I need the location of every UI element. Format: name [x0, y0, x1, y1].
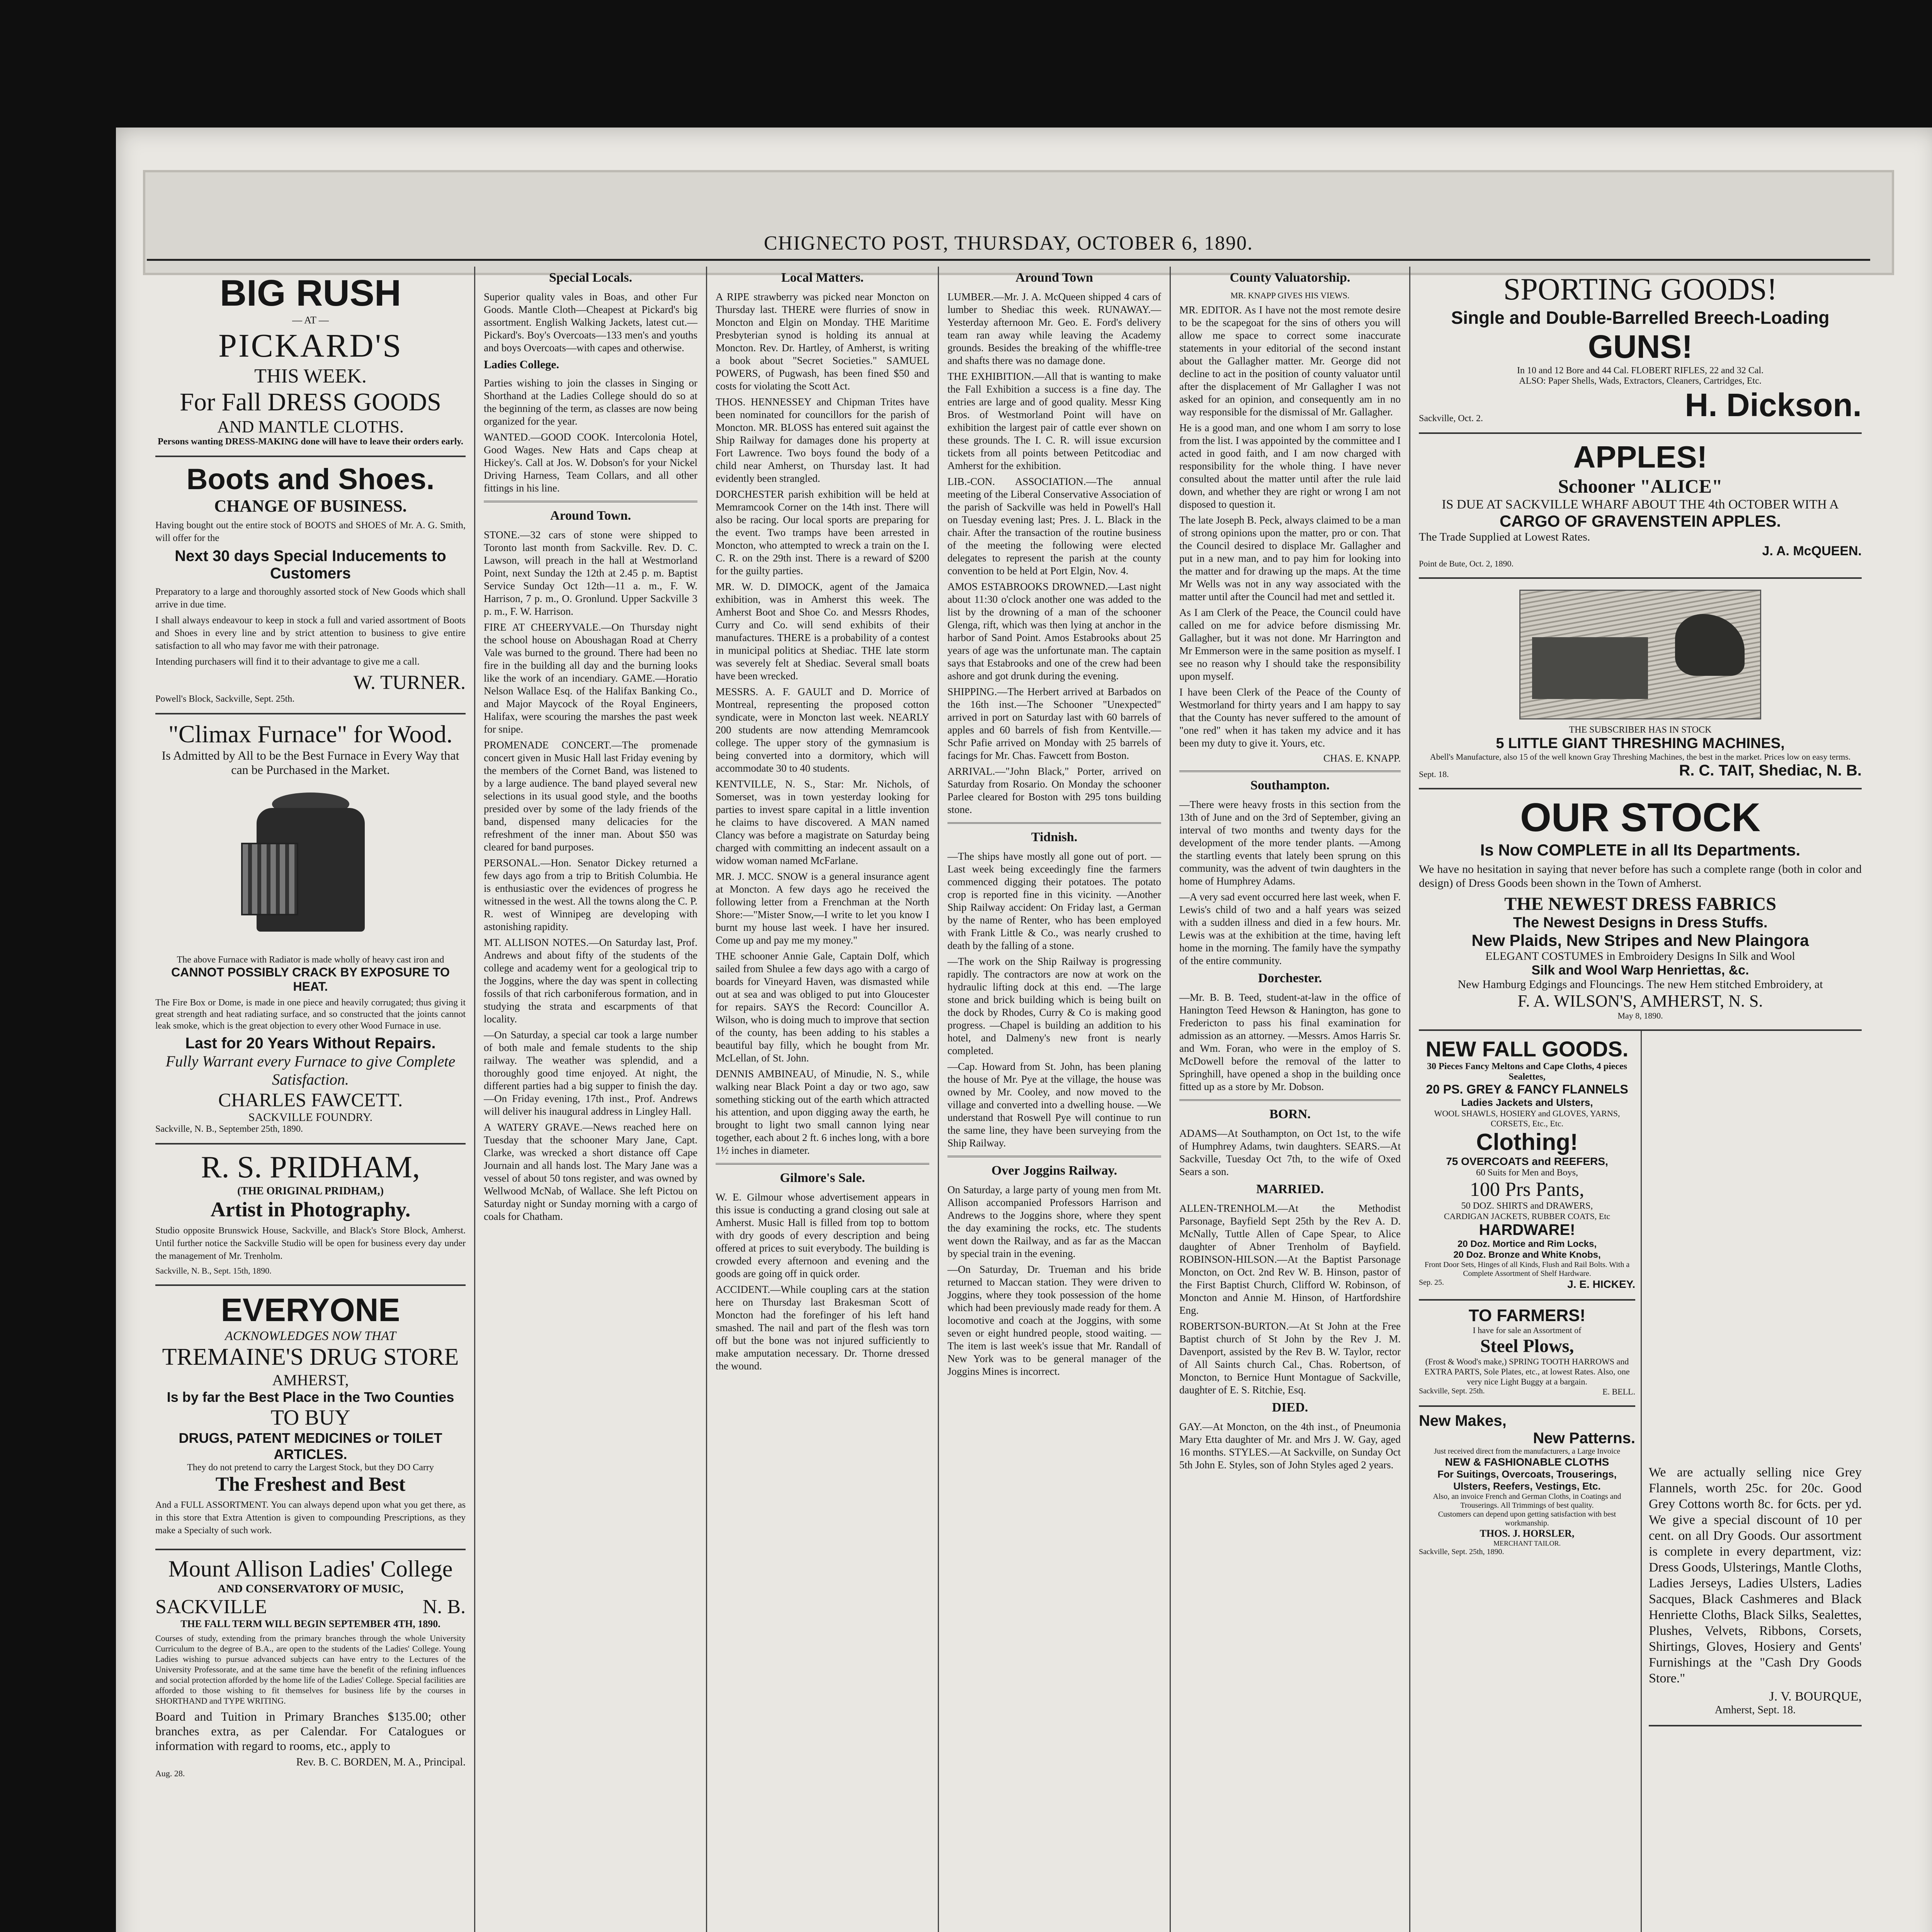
apples-ship: Schooner "ALICE" [1558, 475, 1723, 497]
town2-text4: AMOS ESTABROOKS DROWNED.—Last night about 11:30 o'clock another one was added to the list by the drowning of a man of the schooner Glenga, rift, which was then lying at anchor in the harbor of Sand Point. Amos Estabrooks about 25 years of age was the unfortunate man. The captain says that Estabrooks and one of the crew had been ashore and got drunk during the evening. [947, 581, 1161, 682]
threshing-machine-illustration [1519, 590, 1761, 719]
wilson-sign: F. A. WILSON'S, AMHERST, N. S. [1517, 992, 1763, 1010]
pickard-ad [155, 267, 466, 457]
tremaine-claim: Is by far the Best Place in the Two Counties [167, 1389, 454, 1405]
local-text5: MESSRS. A. F. GAULT and D. Morrice of Montreal, representing the proposed cotton syndicate, were in Moncton last week. NEARLY 200 students are now attending Memramcook college. The upper story of the gymnasium is being converted into a dormitory, which will accommodate 30 to 40 students. [716, 686, 929, 774]
horsler-trade: MERCHANT TAILOR. [1493, 1539, 1561, 1547]
hickey-clothing: Clothing! [1476, 1129, 1578, 1155]
ladies-college-heading: Ladies College. [484, 358, 559, 371]
born-text: ADAMS—At Southampton, on Oct 1st, to the wife of Humphrey Adams, twin daughters. SEARS.—At Sackville, Tuesday Oct 7th, to the wife of Oxed Sears a son. [1179, 1128, 1401, 1177]
valuatorship-sub: MR. KNAPP GIVES HIS VIEWS. [1230, 291, 1350, 300]
pickard-when: THIS WEEK. [254, 365, 367, 387]
tait-sign: R. C. TAIT, Shediac, N. B. [1679, 762, 1862, 779]
tremaine-town: AMHERST, [272, 1371, 349, 1389]
locals-text2: Parties wishing to join the classes in Singing or Shorthand at the Ladies College should do so at the beginning of the term, as classes are now being organized for the year. [484, 377, 697, 427]
bourque-ad [1649, 1456, 1862, 1726]
local-text4: MR. W. D. DIMOCK, agent of the Jamaica exhibition, was in Amherst this week. The Amherst Boot and Shoe Co. and Messrs Rhodes, Curry and Co. will send exhibits of their manufactures. THERE is a probability of a contest in municipal politics at Shediac. THE late storm was severely felt at Shediac. Several small boats have been wrecked. [716, 581, 929, 682]
town2-text3: LIB.-CON. ASSOCIATION.—The annual meeting of the Liberal Conservative Association of the parish of Sackville was held in Powell's Hall on Tuesday evening last; Pres. J. L. Black in the chair. After the transaction of the routine business of the meeting the following were elected delegates to represent the parish at the county convention to be held at Port Elgin, Nov. 4. [947, 476, 1161, 577]
town-text5: FIRE AT CHEERYVALE.—On Thursday night the school house on Aboushagan Road at Cherry Vale was burned to the ground. There had been no fire in the building all day and the burning looks like the work of an incendiary. GAME.—Horatio Nelson Wallace Esq. of the Halifax Banking Co., and Major Maycock of the Royal Engineers, Halifax, were scouring the marshes the past week for snipe. [484, 621, 697, 735]
turner-place: Powell's Block, Sackville, Sept. 25th. [155, 694, 295, 704]
south-text7: —A very sad event occurred here last week, when F. Lewis's child of two and a half years was seized with a sudden illness and died in a few hours. Mr. Lewis was at the exhibition at the time, having left home in the morning. The family have the sympathy of the entire community. [1179, 891, 1401, 966]
lower-right-ads [1642, 1031, 1862, 1932]
accident-text: ACCIDENT.—While coupling cars at the station here on Thursday last Brakesman Scott of Moncton had the forefinger of his left hand smashed. The nail and part of the flesh was torn off but the bone was not injured sufficiently to make amputation necessary. Dr. Thorne dressed the wound. [716, 1284, 929, 1372]
hickey-l3: Ladies Jackets and Ulsters, [1461, 1097, 1593, 1108]
joggins-text11: —On Saturday, Dr. Trueman and his bride returned to Maccan station. They were driven to Joggins, where they took possession of the home which had been previously made ready for them. A locomotive and coach at the Joggins, with some seven or eight hundred people, stood waiting. —The item is last week's issue that Mr. Randall of New York was to be general manager of the Joggins Mines is incorrect. [947, 1264, 1161, 1377]
hickey-pants: 100 Prs Pants, [1469, 1179, 1585, 1201]
allison-ad [155, 1550, 466, 1787]
town-text10: A WATERY GRAVE.—News reached here on Tuesday that the schooner Mary Jane, Capt. Clarke, was wrecked a short distance off Cape Journain and all hands lost. The Mary Jane was a vessel of about 50 tons register, and was owned by Wellwood McNab, of Wallace. She left Pictou on Saturday night or Sunday morning with a cargo of coals for Chatham. [484, 1121, 697, 1222]
apples-headline: APPLES! [1573, 440, 1708, 474]
tremaine-store: TREMAINE'S DRUG STORE [162, 1344, 459, 1370]
local-text7: MR. J. MCC. SNOW is a general insurance agent at Moncton. A few days ago he received the following letter from a Frenchman at the North Shore:—"Mister Snow,—I write to let you know I burnt my house last week. I have her insured. Come up and pay me my money." [716, 871, 929, 946]
bell-ad [1419, 1301, 1635, 1407]
rule [1179, 770, 1401, 772]
rule [716, 1163, 929, 1165]
fawcett-foundry: SACKVILLE FOUNDRY. [248, 1111, 373, 1124]
around-town-heading-2: Around Town [1015, 270, 1093, 285]
hickey-sign: J. E. HICKEY. [1567, 1278, 1635, 1290]
knapp-text2: He is a good man, and one whom I am sorry to lose from the list. I was appointed by the committee and I acted in good faith, and I am now charged with responsibility for the whole thing. I have never consulted about the matter until after the rule laid down, and whether they are right or wrong I am not disposed to question it. [1179, 422, 1401, 510]
fawcett-caption: The above Furnace with Radiator is made wholly of heavy cast iron and [177, 955, 444, 965]
tait-ad [1419, 579, 1862, 789]
blank-space [1649, 1031, 1862, 1456]
tait-machines: 5 LITTLE GIANT THRESHING MACHINES, [1496, 735, 1785, 752]
born-heading: BORN. [1269, 1107, 1311, 1121]
horsler-l2: NEW & FASHIONABLE CLOTHS [1445, 1456, 1609, 1468]
southampton-heading: Southampton. [1250, 778, 1330, 793]
pickard-store: PICKARD'S [218, 327, 403, 364]
hickey-l9: 20 Doz. Mortice and Rim Locks, [1457, 1239, 1597, 1249]
local-text3: DORCHESTER parish exhibition will be held at Memramcook Corner on the 14th inst. There will also be racing. Our local sports are preparing for the event. Two tramps have been arrested in Moncton, who attempted to wreck a train on the I. C. R. on the 29th inst. There is a reward of $200 for the guilty parties. [716, 488, 929, 577]
dickson-place: Sackville, Oct. 2. [1419, 413, 1483, 423]
bourque-text: We are actually selling nice Grey Flannels, worth 25c. for 20c. Good Grey Cottons worth 8c. for 6cts. per yd. We give a special discount of 10 per cent. on all Dry Goods. Our assortment is complete in every department, viz: Dress Goods, Ulsterings, Mantle Cloths, Ladies Jerseys, Ladies Ulsters, Ladies Sacques, Black Cashmeres and Black Henriette Cloths, Black Silks, Sealettes, Plushes, Velvets, Ribbons, Corsets, Shirtings, Gloves, Hosiery and Gents' Furnishings at the "Cash Dry Goods Store." [1649, 1465, 1862, 1685]
apples-place: Point de Bute, Oct. 2, 1890. [1419, 559, 1514, 568]
local-text8: THE schooner Annie Gale, Captain Dolf, which sailed from Shulee a few days ago with a cargo of boards for Vineyard Haven, was dismasted while out at sea and was obliged to put into Gloucester for repairs. SAYS the Record: Councillor A. Wilson, who is doing much to improve that section of the county, has been adding to his stables a beautiful bay filly, which he bought from Mr. McLellan, of St. John. [716, 950, 929, 1064]
turner-sign: W. TURNER. [353, 672, 466, 694]
hickey-l7: 50 DOZ. SHIRTS and DRAWERS, [1461, 1201, 1593, 1211]
pickard-headline: BIG RUSH [219, 272, 401, 314]
bourque-sign: J. V. BOURQUE, [1769, 1689, 1862, 1704]
horsler-headline: New Makes, [1419, 1412, 1507, 1429]
hickey-l11: Front Door Sets, Hinges of all Kinds, Flush and Rail Bolts. With a Complete Assortment of Shelf Hardware. [1424, 1260, 1630, 1278]
hickey-l5: 75 OVERCOATS and REEFERS, [1446, 1155, 1608, 1167]
joggins-heading: Over Joggins Railway. [991, 1163, 1117, 1178]
bell-sign: E. BELL. [1602, 1387, 1635, 1396]
horsler-l5: Customers can depend upon getting satisfaction with best workmanship. [1438, 1510, 1616, 1527]
allison-headline: Mount Allison Ladies' College [168, 1556, 453, 1582]
tait-stock: THE SUBSCRIBER HAS IN STOCK [1569, 725, 1712, 735]
pickard-line1: For Fall DRESS GOODS [180, 388, 441, 416]
town2-text6: ARRIVAL.—"John Black," Porter, arrived on Saturday from Rosario. On Monday the schooner Parlee cleared for Boston with 295 tons building stone. [947, 765, 1161, 815]
wilson-text: We have no hesitation in saying that never before has such a complete range (both in color and design) of Dress Goods been shown in the Town of Amherst. [1419, 863, 1862, 889]
rule [947, 822, 1161, 824]
turner-text4: Intending purchasers will find it to their advantage to give me a call. [155, 656, 420, 667]
dickson-footer [1419, 386, 1862, 424]
knapp-text1: MR. EDITOR. As I have not the most remote desire to be the scapegoat for the sins of others you will allow me space to correct some inaccurate statements in your editorial of the second instant about the Gallagher matter. Mr. George did not decline to act in the position of county valuator until after the displacement of Mr Gallagher I was not asked for an opinion, and consequently am in no way responsible for the dismissal of Mr. Gallagher. [1179, 304, 1401, 418]
tremaine-best: The Freshest and Best [215, 1473, 406, 1495]
town2-text2: THE EXHIBITION.—All that is wanting to make the Fall Exhibition a success is a fine day. The entries are large and of good quality. Messr King Bros. of Westmorland Point will have on exhibition the largest pair of cattle ever shown on these grounds. The I. C. R. will issue excursion tickets from all points between Petitcodiac and Amherst for the exhibition. [947, 371, 1161, 471]
horsler-sign: THOS. J. HORSLER, [1480, 1528, 1575, 1539]
around-town-heading: Around Town. [550, 509, 631, 523]
hickey-l8: CARDIGAN JACKETS, RUBBER COATS, Etc [1444, 1211, 1611, 1221]
wilson-complete: Is Now COMPLETE in all Its Departments. [1480, 841, 1801, 859]
town-text9: —On Saturday, a special car took a large number of both male and female students to the ship railway. The weather was splendid, and a thoroughly good time enjoyed. At night, the different parties had a big supper to finish the day. —On Friday evening, 17th inst., Prof. Andrews will deliver his inaugural address in Lingley Hall. [484, 1029, 697, 1117]
fawcett-years: Last for 20 Years Without Repairs. [185, 1035, 436, 1052]
fawcett-claim: CANNOT POSSIBLY CRACK BY EXPOSURE TO HEAT. [171, 965, 450, 993]
allison-board: Board and Tuition in Primary Branches $135.00; other branches extra, as per Calendar. For Catalogues or information with regard to rooms, etc., apply to [155, 1709, 466, 1753]
allison-term: THE FALL TERM WILL BEGIN SEPTEMBER 4TH, 1890. [180, 1618, 440, 1629]
hickey-hardware: HARDWARE! [1479, 1221, 1575, 1238]
joggins-text10: On Saturday, a large party of young men from Mt. Allison accompanied Professors Harrison and Andrews to the Joggins shore, where they spent the day examining the rocks, etc. The students went down the Railway, and as far as the Maccan by special train in the evening. [947, 1184, 1161, 1259]
pickard-note: Persons wanting DRESS-MAKING done will have to leave their orders early. [158, 437, 463, 447]
town-text8: MT. ALLISON NOTES.—On Saturday last, Prof. Andrews and about fifty of the students of the college and academy went for a geological trip to the Joggins, where the day was spent in collecting fossils of that rich carboniferous formation, and in studying the strata and escarpments of that locality. [484, 937, 697, 1025]
town-text6: PROMENADE CONCERT.—The promenade concert given in Music Hall last Friday evening by the members of the Cornet Band, was listened to by a large audience. The band played several new selections in its usual good style, and the booths presided over by some of the lady friends of the band, dispensed many delicacies for the refreshment of the inner man. About $50 was cleared for band purposes. [484, 739, 697, 853]
pickard-line2: AND MANTLE CLOTHS. [217, 417, 404, 436]
tremaine-ad [155, 1286, 466, 1550]
tidnish-heading: Tidnish. [1031, 830, 1078, 844]
wilson-plaids: New Plaids, New Stripes and New Plaingora [1471, 931, 1809, 949]
dickson-headline: SPORTING GOODS! [1503, 272, 1777, 306]
knapp-sign: CHAS. E. KNAPP. [1323, 753, 1401, 764]
bell-footer [1419, 1387, 1635, 1397]
married-heading: MARRIED. [1256, 1182, 1324, 1196]
gilmore-text: W. E. Gilmour whose advertisement appears in this issue is conducting a grand closing out sale at Amherst. Music Hall is filled from top to bottom with dry goods of every description and being offered at prices to suit everybody. The building is crowded every afternoon and evening and the goods are going off in quick order. [716, 1191, 929, 1279]
town-text4: STONE.—32 cars of stone were shipped to Toronto last month from Sackville. Rev. D. C. Lawson, will preach in the hall at Westmorland Point, next Sunday the 12th at 2.45 p. m. Baptist Service Sunday Oct 12th—11 a. m., F. W. Harrison, 7 p. m., O. Gronlund. Upper Sackville 3 p. m., F. W. Harrison. [484, 529, 697, 617]
hickey-l1: 30 Pieces Fancy Meltons and Cape Cloths, 4 pieces Sealettes, [1427, 1061, 1627, 1082]
rule [1179, 1099, 1401, 1101]
horsler-l4: Also, an invoice French and German Cloths, in Coatings and Trouserings. All Trimmings of best quality. [1433, 1492, 1621, 1510]
column-1 [147, 267, 475, 1932]
apples-cargo: CARGO OF GRAVENSTEIN APPLES. [1499, 512, 1781, 530]
hickey-headline: NEW FALL GOODS. [1425, 1037, 1629, 1061]
pridham-ad [155, 1145, 466, 1286]
turner-headline: Boots and Shoes. [186, 463, 435, 496]
turner-text1: Having bought out the entire stock of BOOTS and SHOES of Mr. A. G. Smith, will offer for the [155, 520, 466, 543]
blank-space-2 [1649, 1726, 1862, 1932]
pickard-at: — AT — [292, 315, 329, 326]
turner-text3: I shall always endeavour to keep in stock a full and varied assortment of Boots and Shoes in every line and by strict attention to business to give entire satisfaction to all who may favor me with their patronage. [155, 615, 466, 651]
town2-text5: SHIPPING.—The Herbert arrived at Barbados on the 16th inst.—The Schooner "Unexpected" arrived in port on Saturday last with 60 barrels of apples and 60 barrels of fish from Kentville.—Schr Pafie arrived on Monday with 25 barrels of facings for Mr. Chas. Fawcett from Boston. [947, 686, 1161, 761]
tait-date: Sept. 18. [1419, 769, 1449, 779]
dickson-ad [1419, 267, 1862, 434]
horsler-ad [1419, 1407, 1635, 1565]
horsler-place: Sackville, Sept. 25th, 1890. [1419, 1548, 1504, 1556]
fawcett-warrant: Fully Warrant every Furnace to give Complete Satisfaction. [165, 1053, 456, 1088]
horsler-l3: For Suitings, Overcoats, Trouserings, Ulsters, Reefers, Vestings, Etc. [1437, 1468, 1617, 1492]
dor-text8: —Mr. B. B. Teed, student-at-law in the office of Hanington Teed Hewson & Hanington, has gone to Fredericton to pass his final examination for admission as an attorney. —Messrs. Amos Harris Sr. and Wm. Foran, who were in the employ of S. McDowell before the removal of the latter to Springhill, have opened a shop in the building once fitted up as a store by Mr. Dobson. [1179, 992, 1401, 1092]
locals-text3: WANTED.—GOOD COOK. Intercolonia Hotel, Good Wages. New Hats and Caps cheap at Hickey's. Call at Jos. W. Dobson's for your Nickel Driving Harness, Team Collars, and all other fittings in his line. [484, 431, 697, 494]
pridham-text: Studio opposite Brunswick House, Sackville, and Black's Store Block, Amherst. Until further notice the Sackville Studio will be open for business every day under the management of Mr. Trenholm. [155, 1226, 466, 1261]
local-text9: DENNIS AMBINEAU, of Minudie, N. S., while walking near Black Point a day or two ago, saw something sticking out of the earth which attracted his attention, and upon digging away the earth, he brought to light two small cannon lying near together, each about 2 ft. 6 inches long, with a bore 1½ inches in diameter. [716, 1068, 929, 1156]
apples-due: IS DUE AT SACKVILLE WHARF ABOUT THE 4th OCTOBER WITH A [1442, 497, 1839, 512]
lower-ads-row [1419, 1031, 1862, 1932]
lower-left-ads [1419, 1031, 1642, 1932]
wilson-silk: Silk and Wool Warp Henriettas, &c. [1531, 963, 1749, 978]
fawcett-ad [155, 714, 466, 1145]
column-5 [1171, 267, 1410, 1932]
valuatorship-heading: County Valuatorship. [1230, 270, 1350, 285]
hickey-date: Sep. 25. [1419, 1278, 1444, 1287]
column-4 [939, 267, 1171, 1932]
tidnish-text8: —The work on the Ship Railway is progressing rapidly. The contractors are now at work on the hydraulic lifting dock at this end. —The large stone and brick building which is being built on the dock by Rhodes, Curry & Co is making good progress. —Chapel is building an addition to his hotel, and Dalmeny's new front is nearly completed. [947, 956, 1161, 1056]
fawcett-place: Sackville, N. B., September 25th, 1890. [155, 1124, 303, 1134]
tremaine-goods: DRUGS, PATENT MEDICINES or TOILET ARTICLES. [179, 1430, 442, 1462]
pridham-orig: (THE ORIGINAL PRIDHAM,) [237, 1185, 384, 1197]
married-text2: ROBERTSON-BURTON.—At St John at the Free Baptist church of St John by the Rev J. M. Davenport, assisted by the Rev B. W. Taylor, rector of All Saints church Cal., Chas. Robertson, of Moncton, to Bernice Hunt Montague of Sackville, daughter of E. S. Ritchie, Esq. [1179, 1320, 1401, 1396]
local-matters-heading: Local Matters. [781, 270, 864, 285]
tait-footer [1419, 762, 1862, 779]
dickson-sign: H. Dickson. [1685, 387, 1862, 423]
dickson-cal: In 10 and 12 Bore and 44 Cal. FLOBERT RIFLES, 22 and 32 Cal. [1517, 366, 1764, 376]
wilson-ad [1419, 789, 1862, 1031]
bell-plows: Steel Plows, [1480, 1336, 1574, 1356]
local-text2: THOS. HENNESSEY and Chipman Trites have been nominated for councillors for the parish of Moncton. MR. BLOSS has entered suit against the Ship Railway for damages done his property at Fort Lawrence. Two boys found the body of a child near Amherst, on Thursday last. It had evidently been strangled. [716, 396, 929, 484]
turner-text2: Preparatory to a large and thoroughly assorted stock of New Goods which shall arrive in due time. [155, 587, 466, 610]
knapp-text4: As I am Clerk of the Peace, the Council could have called on me for advice before dismissing Mr. Gallagher, but it was not done. Mr Harrington and Mr Emmerson were in the same position as myself. I see no reason why I should take the responsibility upon myself. [1179, 607, 1401, 682]
bell-place: Sackville, Sept. 25th. [1419, 1387, 1485, 1395]
pridham-name: R. S. PRIDHAM, [201, 1150, 420, 1184]
fawcett-headline: "Climax Furnace" for Wood. [168, 720, 453, 748]
fawcett-text2: The Fire Box or Dome, is made in one piece and heavily corrugated; thus giving it great strength and heat radiating surface, and so constructed that the joints cannot leak smoke, which is the great objection to every other Wood Furnace in use. [155, 998, 466, 1031]
local-text6: KENTVILLE, N. S., Star: Mr. Nichols, of Somerset, was in town yesterday looking for parties to invest spare capital in a little invention he claims to have discovered. A MAN named Clancy was before a magistrate on Saturday being charged with committing an indecent assault on a widow woman named McFarlane. [716, 778, 929, 866]
south-text6: —There were heavy frosts in this section from the 13th of June and on the 3rd of September, giving an interval of two months and twenty days for the development of the more tender plants. —Among the startling events that lately been sprung on this community, was the advent of twin daughters in the home of Humphrey Adams. [1179, 799, 1401, 887]
special-locals-heading: Special Locals. [549, 270, 633, 285]
tremaine-text: And a FULL ASSORTMENT. You can always depend upon what you get there, as in this store that Extra Attention is given to compounding Prescriptions, as they make a Specialty of such work. [155, 1500, 466, 1536]
bell-l1: I have for sale an Assortment of [1473, 1325, 1582, 1335]
allison-date: Aug. 28. [155, 1769, 185, 1778]
hickey-l4: WOOL SHAWLS, HOSIERY and GLOVES, YARNS, CORSETS, Etc., Etc. [1434, 1109, 1620, 1128]
wilson-headline: OUR STOCK [1520, 795, 1761, 840]
column-3 [707, 267, 939, 1932]
locals-text1: Superior quality vales in Boas, and other Fur Goods. Mantle Cloth—Cheapest at Pickard's big assortment. English Walking Jackets, latest cut.—Pickard's. Boy's Overcoats—133 men's and youths and boys Overcoats—with capes and otherwise. [484, 291, 697, 354]
pridham-trade: Artist in Photography. [210, 1198, 411, 1221]
column-6 [1410, 267, 1870, 1932]
turner-offer: Next 30 days Special Inducements to Customers [175, 548, 446, 582]
wilson-fabrics: THE NEWEST DRESS FABRICS [1504, 894, 1776, 914]
wilson-designs: The Newest Designs in Dress Stuffs. [1513, 915, 1768, 931]
town-text7: PERSONAL.—Hon. Senator Dickey returned a few days ago from a trip to British Columbia. He is enthusiastic over the evidences of progress he witnessed in the west. All the towns along the C. P. R. west of Winnipeg are developing with astonishing rapidity. [484, 857, 697, 932]
column-2 [475, 267, 707, 1932]
hickey-l10: 20 Doz. Bronze and White Knobs, [1453, 1250, 1601, 1260]
tremaine-headline: EVERYONE [221, 1292, 400, 1328]
horsler-l1: Just received direct from the manufacturers, a Large Invoice [1434, 1447, 1621, 1456]
dickson-also: ALSO: Paper Shells, Wads, Extractors, Cleaners, Cartridges, Etc. [1519, 376, 1762, 386]
town2-text1: LUMBER.—Mr. J. A. McQueen shipped 4 cars of lumber to Shediac this week. RUNAWAY.—Yesterday afternoon Mr. Geo. E. Ford's delivery team ran away while leaving the Academy grounds. Besides the breaking of the whiffle-tree and shafts there was no damage done. [947, 291, 1161, 366]
apples-trade: The Trade Supplied at Lowest Rates. [1419, 531, 1590, 543]
dorchester-heading: Dorchester. [1258, 971, 1322, 985]
tremaine-buy: TO BUY [270, 1406, 350, 1430]
gilmore-heading: Gilmore's Sale. [780, 1171, 865, 1185]
allison-town: SACKVILLE [155, 1596, 267, 1618]
rule [947, 1156, 1161, 1157]
tidnish-text9: —Cap. Howard from St. John, has been planing the house of Mr. Pye at the village, the house was owned by Mr. Cooley, and now moved to the village and converted into a dwelling house. —We understand that Roswell Pye will continue to run the same line, they have been surveying from the Ship Railway. [947, 1061, 1161, 1149]
horsler-sub: New Patterns. [1533, 1430, 1635, 1447]
dickson-guns: GUNS! [1588, 328, 1693, 365]
hickey-ad [1419, 1031, 1635, 1301]
turner-sub: CHANGE OF BUSINESS. [214, 497, 407, 515]
hickey-l2: 20 PS. GREY & FANCY FLANNELS [1426, 1082, 1628, 1096]
allison-sign: Rev. B. C. BORDEN, M. A., Principal. [296, 1756, 466, 1768]
knapp-text5: I have been Clerk of the Peace of the County of Westmorland for thirty years and I am happy to say that the County has never suffered to the amount of "one red" when it has taken my advice and it has been my duty to give it. Yours, etc. [1179, 686, 1401, 749]
fawcett-text1: Is Admitted by All to be the Best Furnace in Every Way that can be Purchased in the Market. [162, 748, 459, 777]
bourque-place: Amherst, Sept. 18. [1714, 1704, 1796, 1716]
hickey-l6: 60 Suits for Men and Boys, [1476, 1168, 1578, 1178]
died-heading: DIED. [1272, 1400, 1308, 1415]
allison-town-line [155, 1595, 466, 1618]
wilson-costumes: ELEGANT COSTUMES in Embroidery Designs In Silk and Wool [1485, 950, 1795, 963]
apples-ad [1419, 434, 1862, 579]
bell-l2: (Frost & Wood's make,) SPRING TOOTH HARROWS and EXTRA PARTS, Sole Plates, etc., at lowest Rates. Also, one very nice Light Buggy at a bargain. [1424, 1357, 1630, 1386]
tremaine-note: They do not pretend to carry the Largest Stock, but they DO Carry [187, 1463, 434, 1473]
turner-ad [155, 457, 466, 714]
bell-headline: TO FARMERS! [1468, 1306, 1586, 1325]
masthead: CHIGNECTO POST, THURSDAY, OCTOBER 6, 1890. [147, 232, 1870, 261]
wilson-edgings: New Hamburg Edgings and Flouncings. The new Hem stitched Embroidery, at [1458, 978, 1823, 991]
allison-prov: N. B. [422, 1596, 466, 1618]
allison-text: Courses of study, extending from the primary branches through the whole University Curriculum to the degree of B.A., are open to the students of the Ladies' College. Young Ladies wishing to pursue advanced subjects can have entry to the Lectures of the University Professorate, and at the same time have the benefit of the refining influences and social protection afforded by the home life of the Ladies' College. Special facilities are afforded to those wishing to fit themselves for business life by the courses in SHORTHAND and TYPE WRITING. [155, 1633, 466, 1706]
married-text: ALLEN-TRENHOLM.—At the Methodist Parsonage, Bayfield Sept 25th by the Rev A. D. McNally, Tuttle Allen of Cape Spear, to Alice daughter of Abner Trenholm of Bayfield. ROBINSON-HILSON.—At the Baptist Parsonage Moncton, on Oct. 2nd Rev W. B. Hinson, pastor of the First Baptist Church, Clifford W. Robinson, of Moncton and Annie M. Hinson, of Hartfordshire Eng. [1179, 1202, 1401, 1316]
tait-text: Abell's Manufacture, also 15 of the well known Gray Threshing Machines, the best in the market. Prices low on easy terms. [1430, 752, 1851, 762]
wilson-date: May 8, 1890. [1617, 1011, 1663, 1020]
dickson-line: Single and Double-Barrelled Breech-Loading [1451, 308, 1830, 328]
tremaine-sub: ACKNOWLEDGES NOW THAT [225, 1329, 396, 1343]
pridham-place: Sackville, N. B., Sept. 15th, 1890. [155, 1266, 272, 1276]
local-text1: A RIPE strawberry was picked near Moncton on Thursday last. THERE were flurries of snow in Moncton and Elgin on Monday. THE Maritime Presbyterian synod is holding its annual at Moncton. Rev. Dr. Hartley, of Amherst, is writing a book about "Secret Societies." SAMUEL POWERS, of Pugwash, has been fined $50 and costs for violating the Scott Act. [716, 291, 929, 392]
furnace-illustration [230, 785, 392, 947]
fawcett-sign: CHARLES FAWCETT. [218, 1089, 403, 1111]
tidnish-text7: —The ships have mostly all gone out of port. —Last week being exceedingly fine the farmers commenced digging their potatoes. The potato crop is reported fine in this vicinity. —Another Ship Railway accident: On Friday last, a German by the name of Renter, who has been employed with Frank Little & Co., was nearly crushed to death by the falling of a stone. [947, 850, 1161, 951]
apples-sign: J. A. McQUEEN. [1762, 544, 1862, 558]
allison-sub: AND CONSERVATORY OF MUSIC, [218, 1582, 403, 1595]
died-text: GAY.—At Moncton, on the 4th inst., of Pneumonia Mary Etta daughter of Mr. and Mrs J. W. Gay, aged 16 months. STYLES.—At Sackville, on Sunday Oct 5th John E. Styles, son of John Styles aged 2 years. [1179, 1421, 1401, 1471]
rule [484, 501, 697, 502]
newspaper-page [147, 232, 1870, 1932]
knapp-text3: The late Joseph B. Peck, always claimed to be a man of strong opinions upon the matter, pro or con. That the Council desired to displace Mr. Gallagher and put in a new man, and to pay him for looking into the matter and for drawing up the maps. At the time Mr Wells was not in any way associated with the matter until after the Council had met and settled it. [1179, 514, 1401, 602]
hickey-footer [1419, 1278, 1635, 1291]
